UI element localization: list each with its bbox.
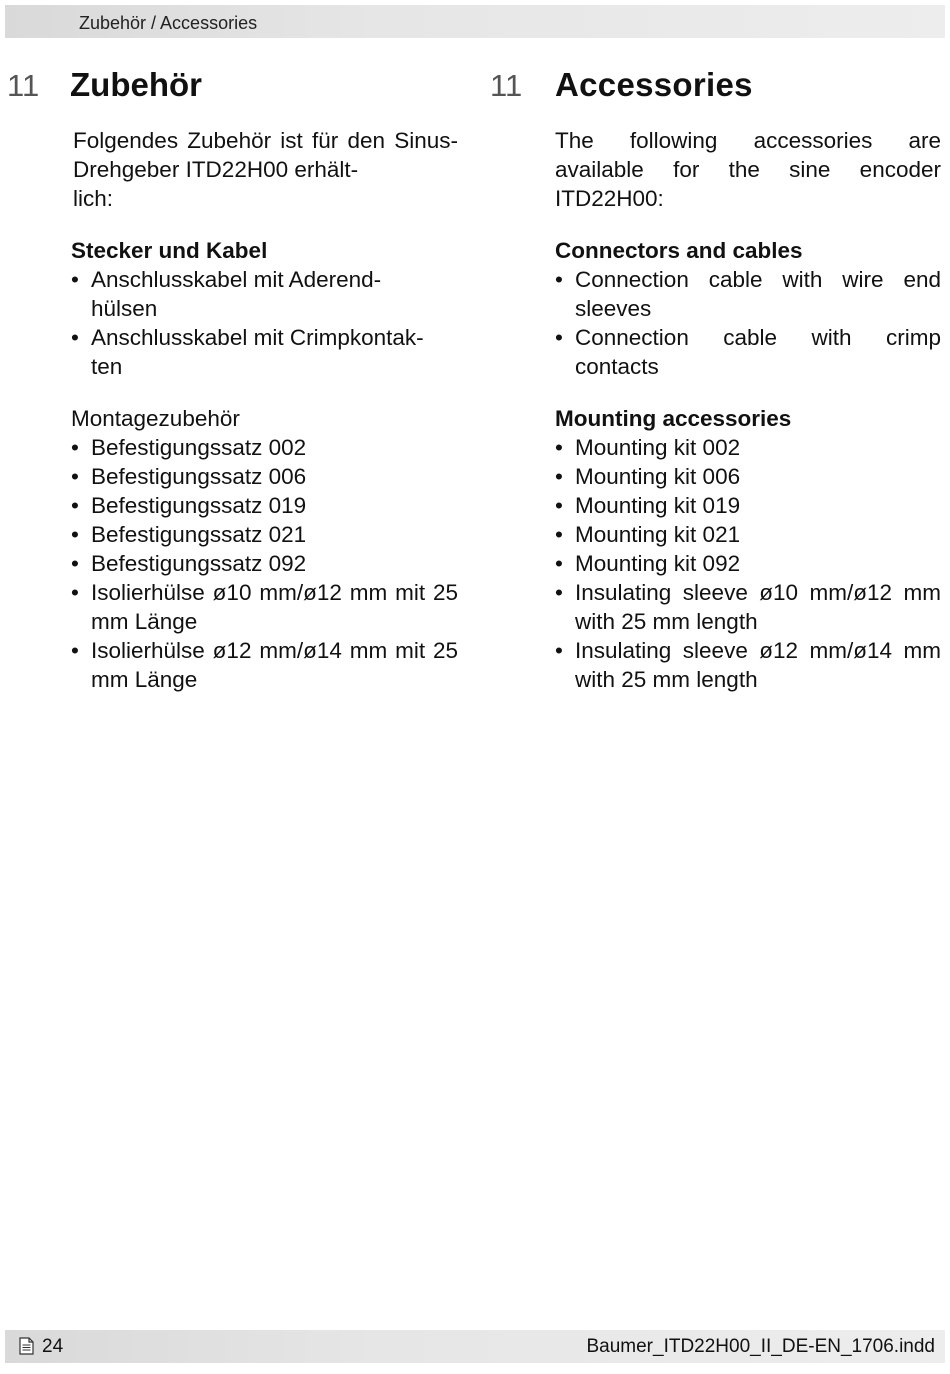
section-title-de: Montagezubehör — [71, 406, 240, 431]
section-title-en: Mounting accessories — [555, 406, 792, 431]
section-title-en: Connectors and cables — [555, 238, 803, 263]
list-item: • Isolierhülse ø10 mm/ø12 mm mit 25 mm Länge — [71, 578, 458, 636]
chapter-number-en: 11 — [490, 68, 523, 103]
list-item: • Mounting kit 002 — [555, 433, 941, 462]
list-item: • Isolierhülse ø12 mm/ø14 mm mit 25 mm Länge — [71, 636, 458, 694]
item-list-en — [555, 265, 941, 381]
page-number: 24 — [42, 1336, 64, 1357]
list-item: • Connection cable with crimp contacts — [555, 323, 941, 381]
intro-de: Folgendes Zubehör ist für den Sinus-Drehgeber ITD22H00 erhält- lich: — [73, 128, 458, 211]
running-header — [5, 5, 945, 38]
list-item: • Befestigungssatz 092 — [71, 549, 458, 578]
list-item: • Insulating sleeve ø10 mm/ø12 mm with 25 mm length — [555, 578, 941, 636]
page-icon — [19, 1337, 34, 1355]
header-text: Zubehör / Accessories — [79, 13, 258, 33]
list-item: • Anschlusskabel mit Crimpkontak- ten — [71, 323, 458, 381]
content-en — [555, 126, 941, 694]
list-item: • Befestigungssatz 021 — [71, 520, 458, 549]
section-title-de: Stecker und Kabel — [71, 238, 268, 263]
list-item: • Mounting kit 019 — [555, 491, 941, 520]
file-name: Baumer_ITD22H00_II_DE-EN_1706.indd — [586, 1336, 935, 1357]
list-item: • Befestigungssatz 002 — [71, 433, 458, 462]
list-item: • Insulating sleeve ø12 mm/ø14 mm with 25 mm length — [555, 636, 941, 694]
item-list-de — [71, 433, 458, 694]
list-item: • Befestigungssatz 006 — [71, 462, 458, 491]
list-item: • Mounting kit 006 — [555, 462, 941, 491]
list-item: • Connection cable with wire end sleeves — [555, 265, 941, 323]
running-footer — [5, 1330, 945, 1363]
content-de — [71, 126, 458, 694]
item-list-en — [555, 433, 941, 694]
item-list-de — [71, 265, 458, 381]
list-item: • Mounting kit 021 — [555, 520, 941, 549]
list-item: • Anschlusskabel mit Aderend- hülsen — [71, 265, 458, 323]
intro-en: The following accessories are available for the sine encoder ITD22H00: — [555, 128, 941, 211]
chapter-title-en: Accessories — [555, 66, 753, 103]
list-item: • Befestigungssatz 019 — [71, 491, 458, 520]
chapter-number-de: 11 — [7, 68, 40, 103]
list-item: • Mounting kit 092 — [555, 549, 941, 578]
chapter-title-de: Zubehör — [70, 66, 202, 103]
